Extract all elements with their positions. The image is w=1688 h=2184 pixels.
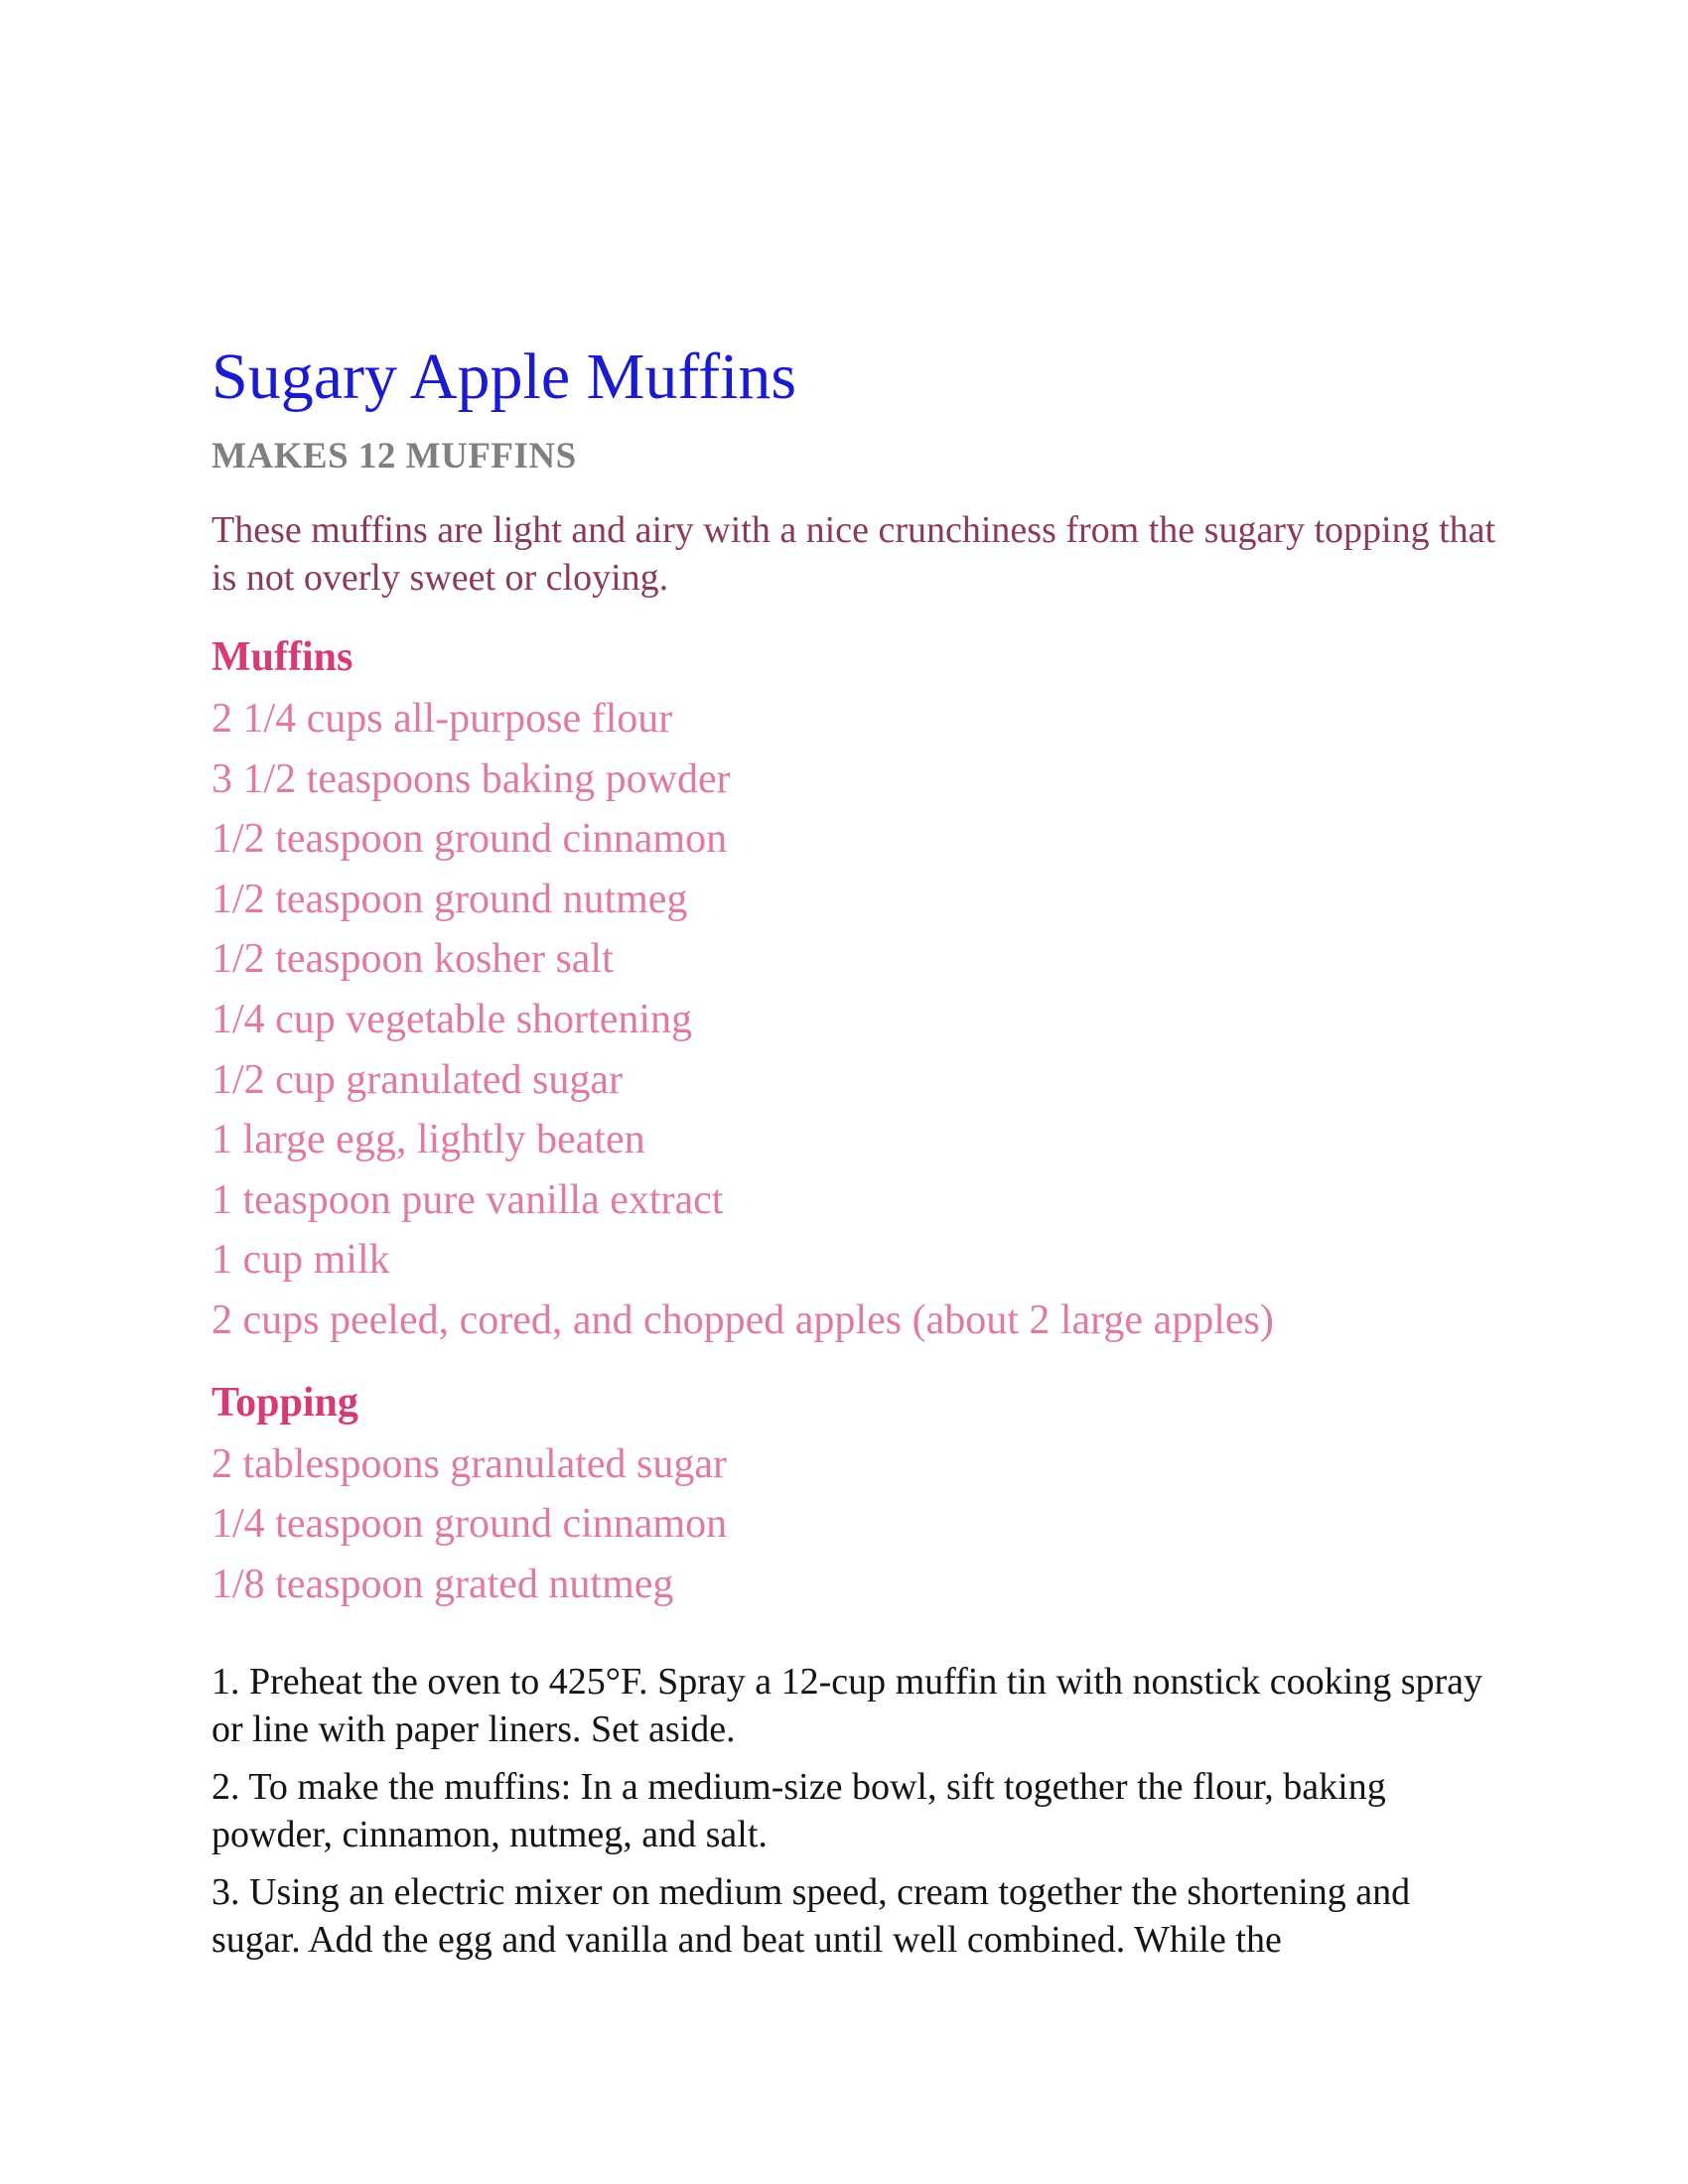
topping-heading: Topping xyxy=(211,1379,358,1426)
ingredient-item: 3 1/2 teaspoons baking powder xyxy=(211,755,731,802)
ingredient-item: 1/2 teaspoon ground nutmeg xyxy=(211,876,688,922)
ingredient-item: 2 cups peeled, cored, and chopped apples (about 2 large apples) xyxy=(211,1297,1274,1343)
muffins-heading: Muffins xyxy=(211,634,353,680)
ingredient-item: 1 large egg, lightly beaten xyxy=(211,1117,645,1163)
ingredient-item: 1 teaspoon pure vanilla extract xyxy=(211,1176,724,1223)
ingredient-item: 1 cup milk xyxy=(211,1237,390,1284)
instruction-step: 1. Preheat the oven to 425°F. Spray a 12-cup muffin tin with nonstick cooking spray or line with paper liners. Set aside. xyxy=(211,1661,1483,1751)
topping-ingredient-list xyxy=(211,1434,1502,1615)
instruction-steps xyxy=(211,1658,1502,1964)
ingredient-item: 1/2 teaspoon ground cinnamon xyxy=(211,816,728,863)
ingredient-item: 1/4 cup vegetable shortening xyxy=(211,996,693,1042)
instruction-step: 3. Using an electric mixer on medium speed, cream together the shortening and sugar. Add the egg and vanilla and beat until well combined. While the xyxy=(211,1871,1411,1962)
recipe-page xyxy=(211,338,1502,1974)
ingredient-item: 1/2 teaspoon kosher salt xyxy=(211,936,614,983)
recipe-yield: MAKES 12 MUFFINS xyxy=(211,436,577,477)
ingredient-item: 1/8 teaspoon grated nutmeg xyxy=(211,1561,674,1607)
ingredient-item: 2 1/4 cups all-purpose flour xyxy=(211,696,673,742)
recipe-title: Sugary Apple Muffins xyxy=(211,341,797,413)
ingredient-item: 1/2 cup granulated sugar xyxy=(211,1056,624,1103)
recipe-intro: These muffins are light and airy with a nice crunchiness from the sugary topping that is not overly sweet or cloying. xyxy=(211,509,1496,599)
ingredient-item: 2 tablespoons granulated sugar xyxy=(211,1440,728,1487)
ingredient-item: 1/4 teaspoon ground cinnamon xyxy=(211,1501,728,1548)
muffins-ingredient-list xyxy=(211,689,1502,1351)
instruction-step: 2. To make the muffins: In a medium-size bowl, sift together the flour, baking powder, cinnamon, nutmeg, and salt. xyxy=(211,1766,1386,1856)
